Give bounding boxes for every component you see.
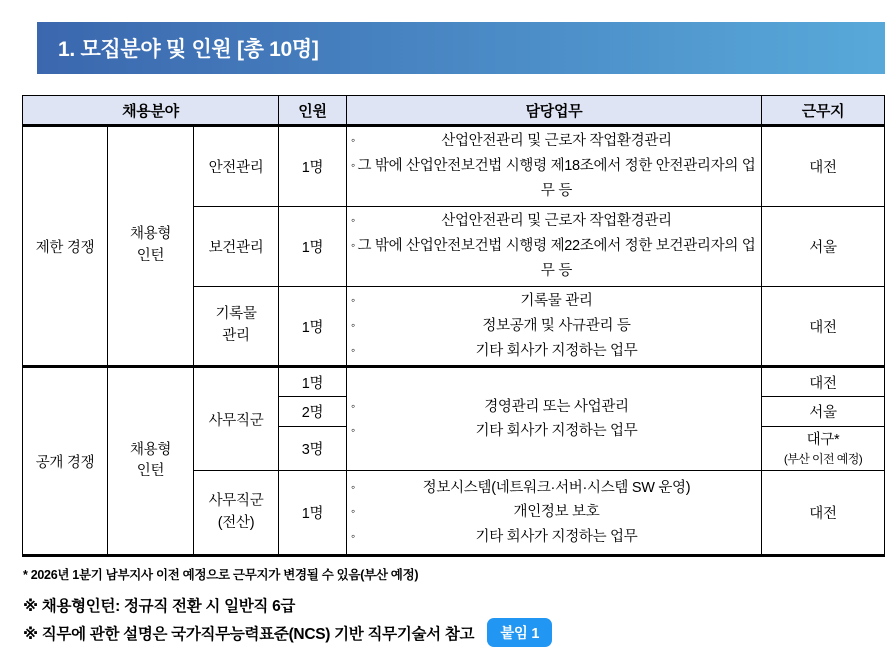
duty-line: ◦ 산업안전관리 및 근로자 작업환경관리 (351, 209, 757, 234)
footnote-ncs: ※ 직무에 관한 설명은 국가직무능력표준(NCS) 기반 직무기술서 참고 (23, 625, 475, 643)
table-header-row (23, 96, 885, 126)
cell-job-records: 기록물 관리 (194, 286, 279, 367)
cell-location-records: 대전 (762, 286, 885, 367)
duty-line: ◦ 기록물 관리 (351, 289, 757, 314)
cell-location-health: 서울 (762, 206, 885, 286)
cell-count-records: 1명 (279, 286, 347, 367)
bullet-icon: ◦ (351, 398, 355, 413)
footnote-ncs-row (23, 618, 552, 647)
cell-duties-office (347, 367, 762, 471)
bullet-icon: ◦ (351, 342, 355, 357)
cell-count-office-it: 1명 (279, 471, 347, 556)
footnote-intern-grade: ※ 채용형인턴: 정규직 전환 시 일반직 6급 (23, 598, 296, 615)
row-safety (23, 126, 885, 207)
duty-line: ◦ 정보시스템(네트워크·서버·시스템 SW 운영) (351, 476, 757, 501)
cell-location-office-1: 대전 (762, 367, 885, 397)
cell-job-office-it: 사무직군 (전산) (194, 471, 279, 556)
header-headcount: 인원 (279, 96, 347, 126)
duty-line: ◦ 기타 회사가 지정하는 업무 (351, 419, 757, 444)
cell-job-office: 사무직군 (194, 367, 279, 471)
bullet-icon: ◦ (351, 292, 355, 307)
duty-line: ◦ 기타 회사가 지정하는 업무 (351, 525, 757, 550)
cell-duties-office-it (347, 471, 762, 556)
duty-line: ◦ 산업안전관리 및 근로자 작업환경관리 (351, 129, 757, 154)
section-title: 1. 모집분야 및 인원 [총 10명] (58, 38, 319, 61)
section-title-bar (37, 22, 885, 74)
attachment-1-button[interactable]: 붙임 1 (487, 618, 552, 647)
duty-line: ◦ 정보공개 및 사규관리 등 (351, 314, 757, 339)
duty-line: ◦ 그 밖에 산업안전보건법 시행령 제18조에서 정한 안전관리자의 업무 등 (351, 154, 757, 204)
cell-location-office-2: 서울 (762, 397, 885, 427)
cell-count-office-3: 3명 (279, 427, 347, 471)
cell-job-safety: 안전관리 (194, 126, 279, 207)
bullet-icon: ◦ (351, 237, 355, 252)
cell-count-office-1: 1명 (279, 367, 347, 397)
duty-line: ◦ 개인정보 보호 (351, 500, 757, 525)
header-work-location: 근무지 (762, 96, 885, 126)
duty-line: ◦ 경영관리 또는 사업관리 (351, 395, 757, 420)
cell-type-restricted (108, 126, 194, 367)
bullet-icon: ◦ (351, 479, 355, 494)
cell-count-health: 1명 (279, 206, 347, 286)
cell-job-health: 보건관리 (194, 206, 279, 286)
cell-group-open: 공개 경쟁 (23, 367, 108, 556)
cell-location-office-it: 대전 (762, 471, 885, 556)
cell-duties-records (347, 286, 762, 367)
bullet-icon: ◦ (351, 212, 355, 227)
bullet-icon: ◦ (351, 529, 355, 544)
bullet-icon: ◦ (351, 133, 355, 147)
cell-duties-health (347, 206, 762, 286)
footnote-relocation: * 2026년 1분기 남부지사 이전 예정으로 근무지가 변경될 수 있음(부산 예정) (23, 568, 419, 582)
recruitment-table (22, 95, 885, 557)
bullet-icon: ◦ (351, 504, 355, 519)
cell-group-restricted: 제한 경쟁 (23, 126, 108, 367)
type-line1: 채용형 (129, 226, 172, 243)
cell-type-open: 채용형 인턴 (108, 367, 194, 556)
row-office-1 (23, 367, 885, 397)
header-recruit-field: 채용분야 (23, 96, 279, 126)
cell-duties-safety (347, 126, 762, 207)
header-duties: 담당업무 (347, 96, 762, 126)
cell-count-office-2: 2명 (279, 397, 347, 427)
duty-line: ◦ 기타 회사가 지정하는 업무 (351, 339, 757, 364)
duty-line: ◦ 그 밖에 산업안전보건법 시행령 제22조에서 정한 보건관리자의 업무 등 (351, 234, 757, 284)
cell-location-office-3: 대구* (부산 이전 예정) (762, 427, 885, 471)
bullet-icon: ◦ (351, 317, 355, 332)
type-line2: 인턴 (136, 248, 165, 265)
cell-location-safety: 대전 (762, 126, 885, 207)
bullet-icon: ◦ (351, 423, 355, 438)
location-note: (부산 이전 예정) (783, 452, 863, 467)
cell-count-safety: 1명 (279, 126, 347, 207)
bullet-icon: ◦ (351, 157, 355, 172)
